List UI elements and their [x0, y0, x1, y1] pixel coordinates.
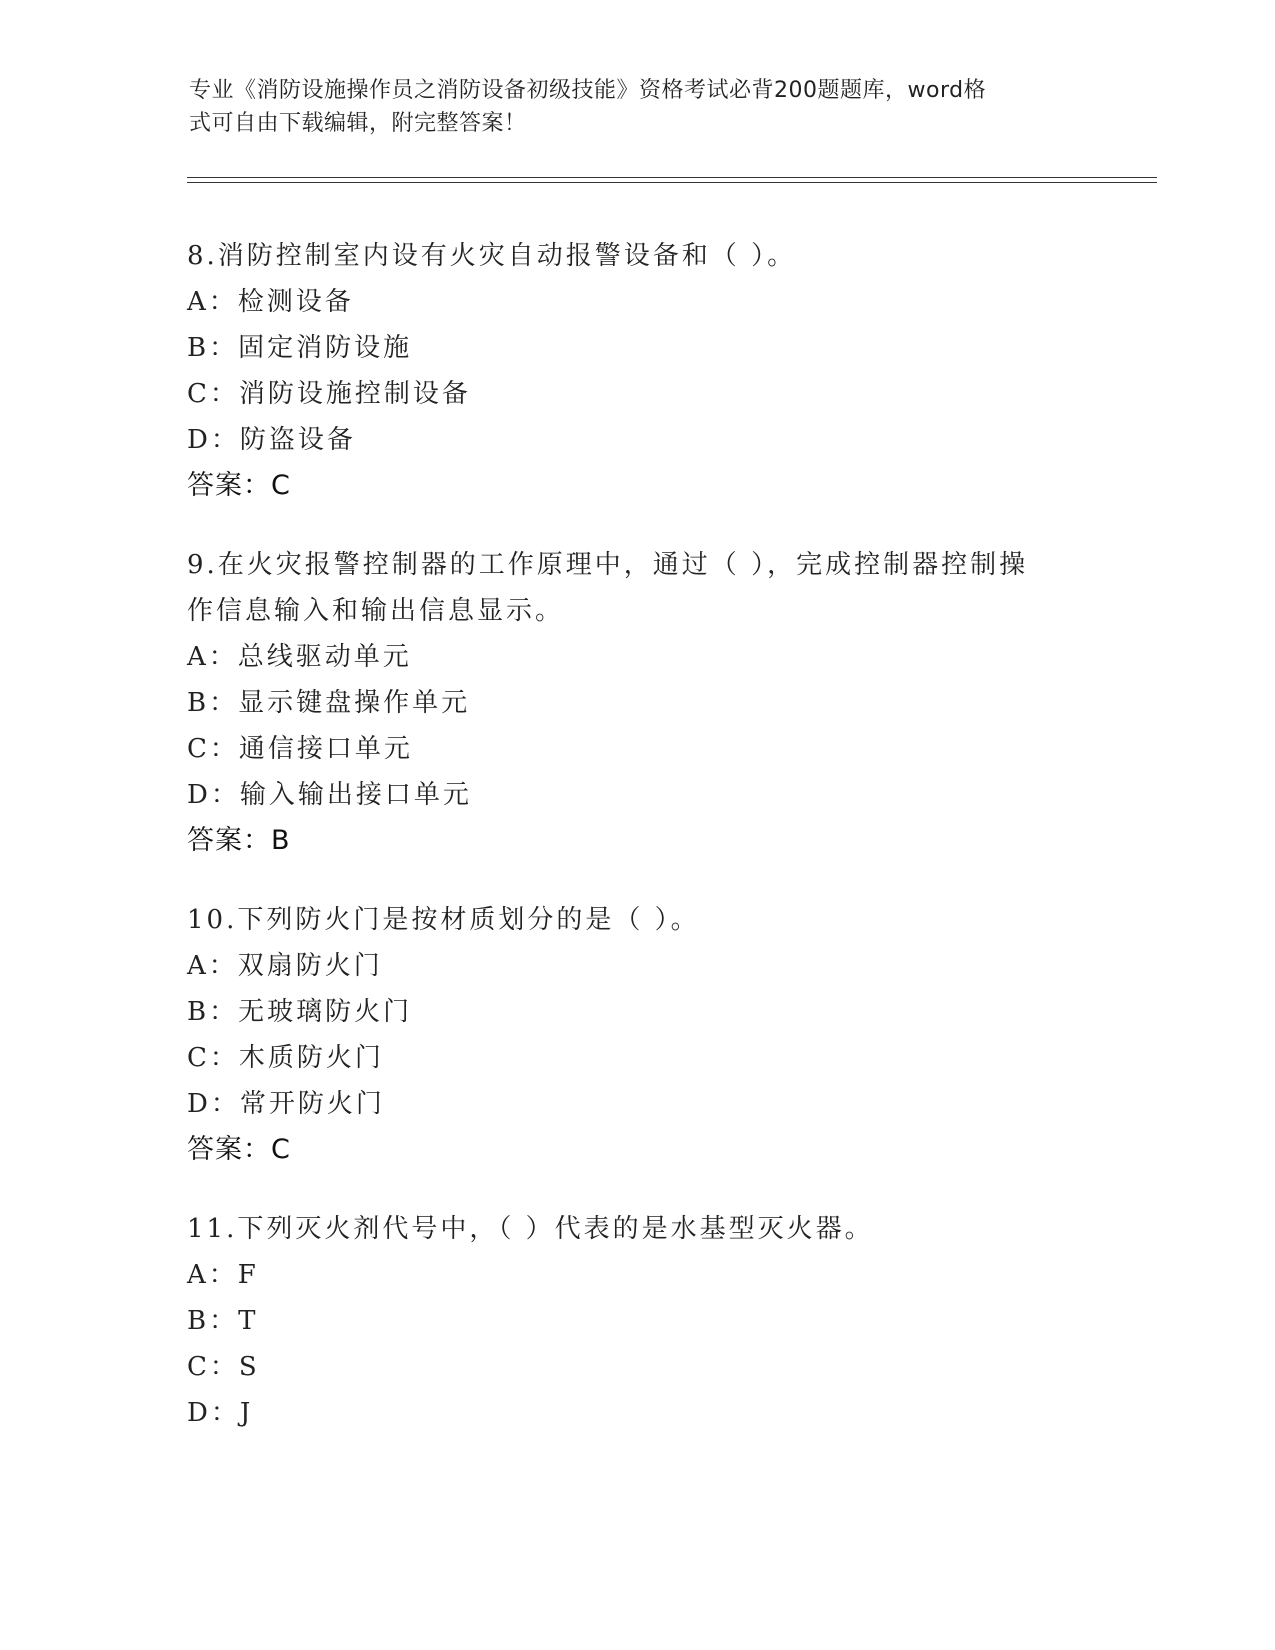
answer: 答案：C: [187, 1134, 291, 1165]
answer: 答案：C: [187, 470, 291, 501]
question-8: [187, 233, 1107, 509]
header-line-1: 专业《消防设施操作员之消防设备初级技能》资格考试必背200题题库，word格: [189, 78, 987, 103]
question-11: [187, 1206, 1107, 1436]
option-a: A：F: [187, 1260, 259, 1290]
option-c: C：消防设施控制设备: [187, 379, 471, 409]
option-d: D：输入输出接口单元: [187, 780, 472, 810]
header-rule-bottom: [187, 182, 1157, 183]
header-line-2: 式可自由下载编辑，附完整答案！: [189, 111, 527, 136]
option-b: B：显示键盘操作单元: [187, 688, 471, 718]
question-stem-line-1: 9.在火灾报警控制器的工作原理中，通过（ ），完成控制器控制操: [187, 550, 1029, 580]
option-a: A：双扇防火门: [187, 951, 383, 981]
option-b: B：无玻璃防火门: [187, 997, 413, 1027]
answer: 答案：B: [187, 825, 291, 856]
question-list: [187, 233, 1107, 1469]
option-d: D：防盗设备: [187, 425, 356, 455]
option-d: D：常开防火门: [187, 1089, 385, 1119]
option-c: C：S: [187, 1352, 260, 1382]
option-b: B：固定消防设施: [187, 333, 413, 363]
question-10: [187, 897, 1107, 1173]
question-stem: 11.下列灭火剂代号中，（ ）代表的是水基型灭火器。: [187, 1214, 874, 1244]
option-c: C：通信接口单元: [187, 734, 413, 764]
question-stem: 10.下列防火门是按材质划分的是（ ）。: [187, 905, 700, 935]
document-header: [189, 74, 1089, 140]
header-rule-top: [187, 177, 1157, 178]
option-a: A：检测设备: [187, 287, 354, 317]
option-a: A：总线驱动单元: [187, 642, 412, 672]
question-9: [187, 542, 1107, 864]
option-c: C：木质防火门: [187, 1043, 384, 1073]
question-stem-line-2: 作信息输入和输出信息显示。: [187, 596, 565, 626]
question-stem: 8.消防控制室内设有火灾自动报警设备和（ ）。: [187, 241, 797, 271]
option-d: D：J: [187, 1398, 254, 1428]
option-b: B：T: [187, 1306, 259, 1336]
